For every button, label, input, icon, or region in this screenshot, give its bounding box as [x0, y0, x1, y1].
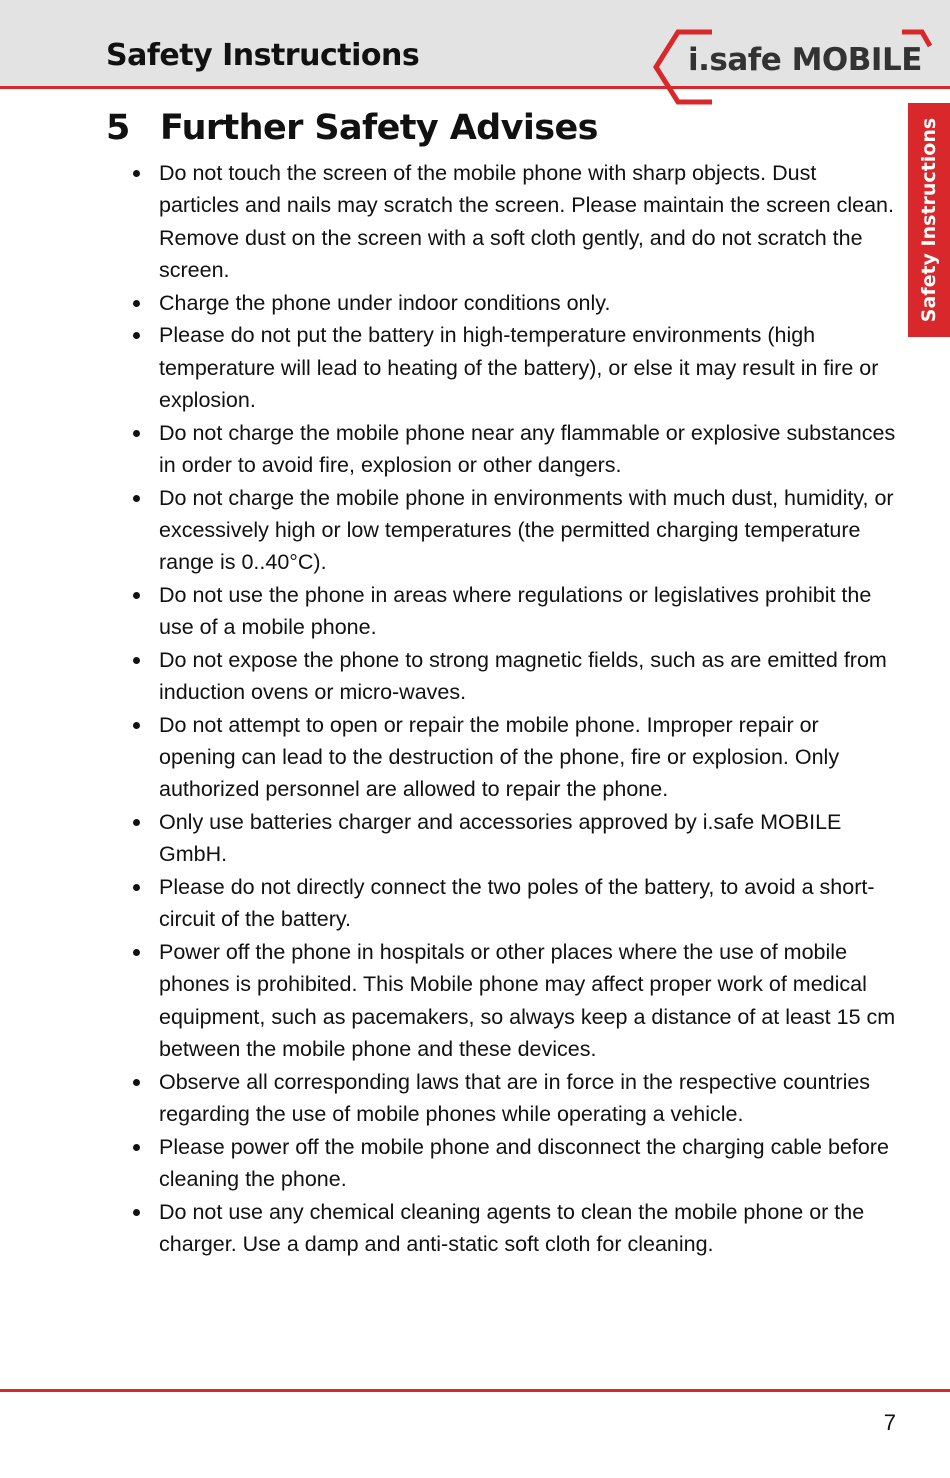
- bullet-icon: [133, 170, 140, 177]
- list-item: [0, 319, 900, 416]
- bullet-icon: [133, 1209, 140, 1216]
- header-title: Safety Instructions: [106, 38, 420, 73]
- section-title: Further Safety Advises: [160, 108, 598, 148]
- list-item: [0, 1131, 900, 1196]
- list-item: [0, 1066, 900, 1131]
- bullet-icon: [133, 949, 140, 956]
- list-item: [0, 1196, 900, 1261]
- side-tab-label: Safety Instructions: [918, 117, 940, 323]
- side-tab: [908, 103, 950, 337]
- bullet-icon: [133, 819, 140, 826]
- advice-text: Please do not put the battery in high-temperature environments (high temperature will lead to heating of the battery), or else it may result in fire or explosion.: [159, 323, 879, 412]
- bullet-icon: [133, 300, 140, 307]
- advice-text: Do not attempt to open or repair the mobile phone. Improper repair or opening can lead to the destruction of the phone, fire or explosion. Only authorized personnel are allowed to repair the phone.: [159, 712, 840, 802]
- advice-text: Do not touch the screen of the mobile phone with sharp objects. Dust particles and nails may scratch the screen. Please maintain the screen clean. Remove dust on the screen with a soft cloth gently, and do not scratch the screen.: [159, 161, 894, 282]
- advice-text: Do not charge the mobile phone in environments with much dust, humidity, or excessively high or low temperatures (the permitted charging temperature range is 0..40°C).: [159, 485, 894, 575]
- list-item: [0, 806, 900, 871]
- list-item: [0, 644, 900, 709]
- advice-text: Do not charge the mobile phone near any flammable or explosive substances in order to avoid fire, explosion or other dangers.: [159, 420, 896, 477]
- advice-text: Only use batteries charger and accessories approved by i.safe MOBILE GmbH.: [159, 810, 842, 867]
- advice-text: Observe all corresponding laws that are in force in the respective countries regarding the use of mobile phones while operating a vehicle.: [159, 1069, 871, 1126]
- advice-text: Do not use any chemical cleaning agents to clean the mobile phone or the charger. Use a damp and anti-static soft cloth for cleaning.: [159, 1199, 865, 1256]
- list-item: [0, 579, 900, 644]
- advice-text: Power off the phone in hospitals or other places where the use of mobile phones is prohibited. This Mobile phone may affect proper work of medical equipment, such as pacemakers, so always keep a distance of at least 15 cm between the mobile phone and these devices.: [159, 940, 896, 1061]
- advice-text: Do not expose the phone to strong magnetic fields, such as are emitted from induction ovens or micro-waves.: [159, 647, 887, 705]
- list-item: [0, 709, 900, 806]
- list-item: [0, 871, 900, 936]
- header-rule: [0, 86, 950, 89]
- list-item: [0, 287, 900, 319]
- list-item: [0, 936, 900, 1065]
- safety-advice-list: [0, 157, 900, 1261]
- logo-text: i.safe MOBILE: [688, 42, 922, 78]
- section-number: 5: [106, 108, 130, 148]
- page-number: 7: [883, 1410, 896, 1435]
- bullet-icon: [133, 495, 140, 502]
- footer-rule: [0, 1389, 950, 1392]
- advice-text: Do not use the phone in areas where regulations or legislatives prohibit the use of a mobile phone.: [159, 582, 872, 640]
- bullet-icon: [133, 722, 140, 729]
- advice-text: Charge the phone under indoor conditions only.: [159, 290, 611, 315]
- list-item: [0, 482, 900, 579]
- bullet-icon: [133, 1079, 140, 1086]
- list-item: [0, 417, 900, 482]
- bullet-icon: [133, 592, 140, 599]
- list-item: [0, 157, 900, 286]
- bullet-icon: [133, 1144, 140, 1151]
- section-heading: [106, 108, 598, 148]
- advice-text: Please do not directly connect the two poles of the battery, to avoid a short-circuit of the battery.: [159, 875, 875, 932]
- bullet-icon: [133, 332, 140, 339]
- bullet-icon: [133, 884, 140, 891]
- advice-text: Please power off the mobile phone and disconnect the charging cable before cleaning the phone.: [159, 1134, 889, 1191]
- bullet-icon: [133, 657, 140, 664]
- bullet-icon: [133, 430, 140, 437]
